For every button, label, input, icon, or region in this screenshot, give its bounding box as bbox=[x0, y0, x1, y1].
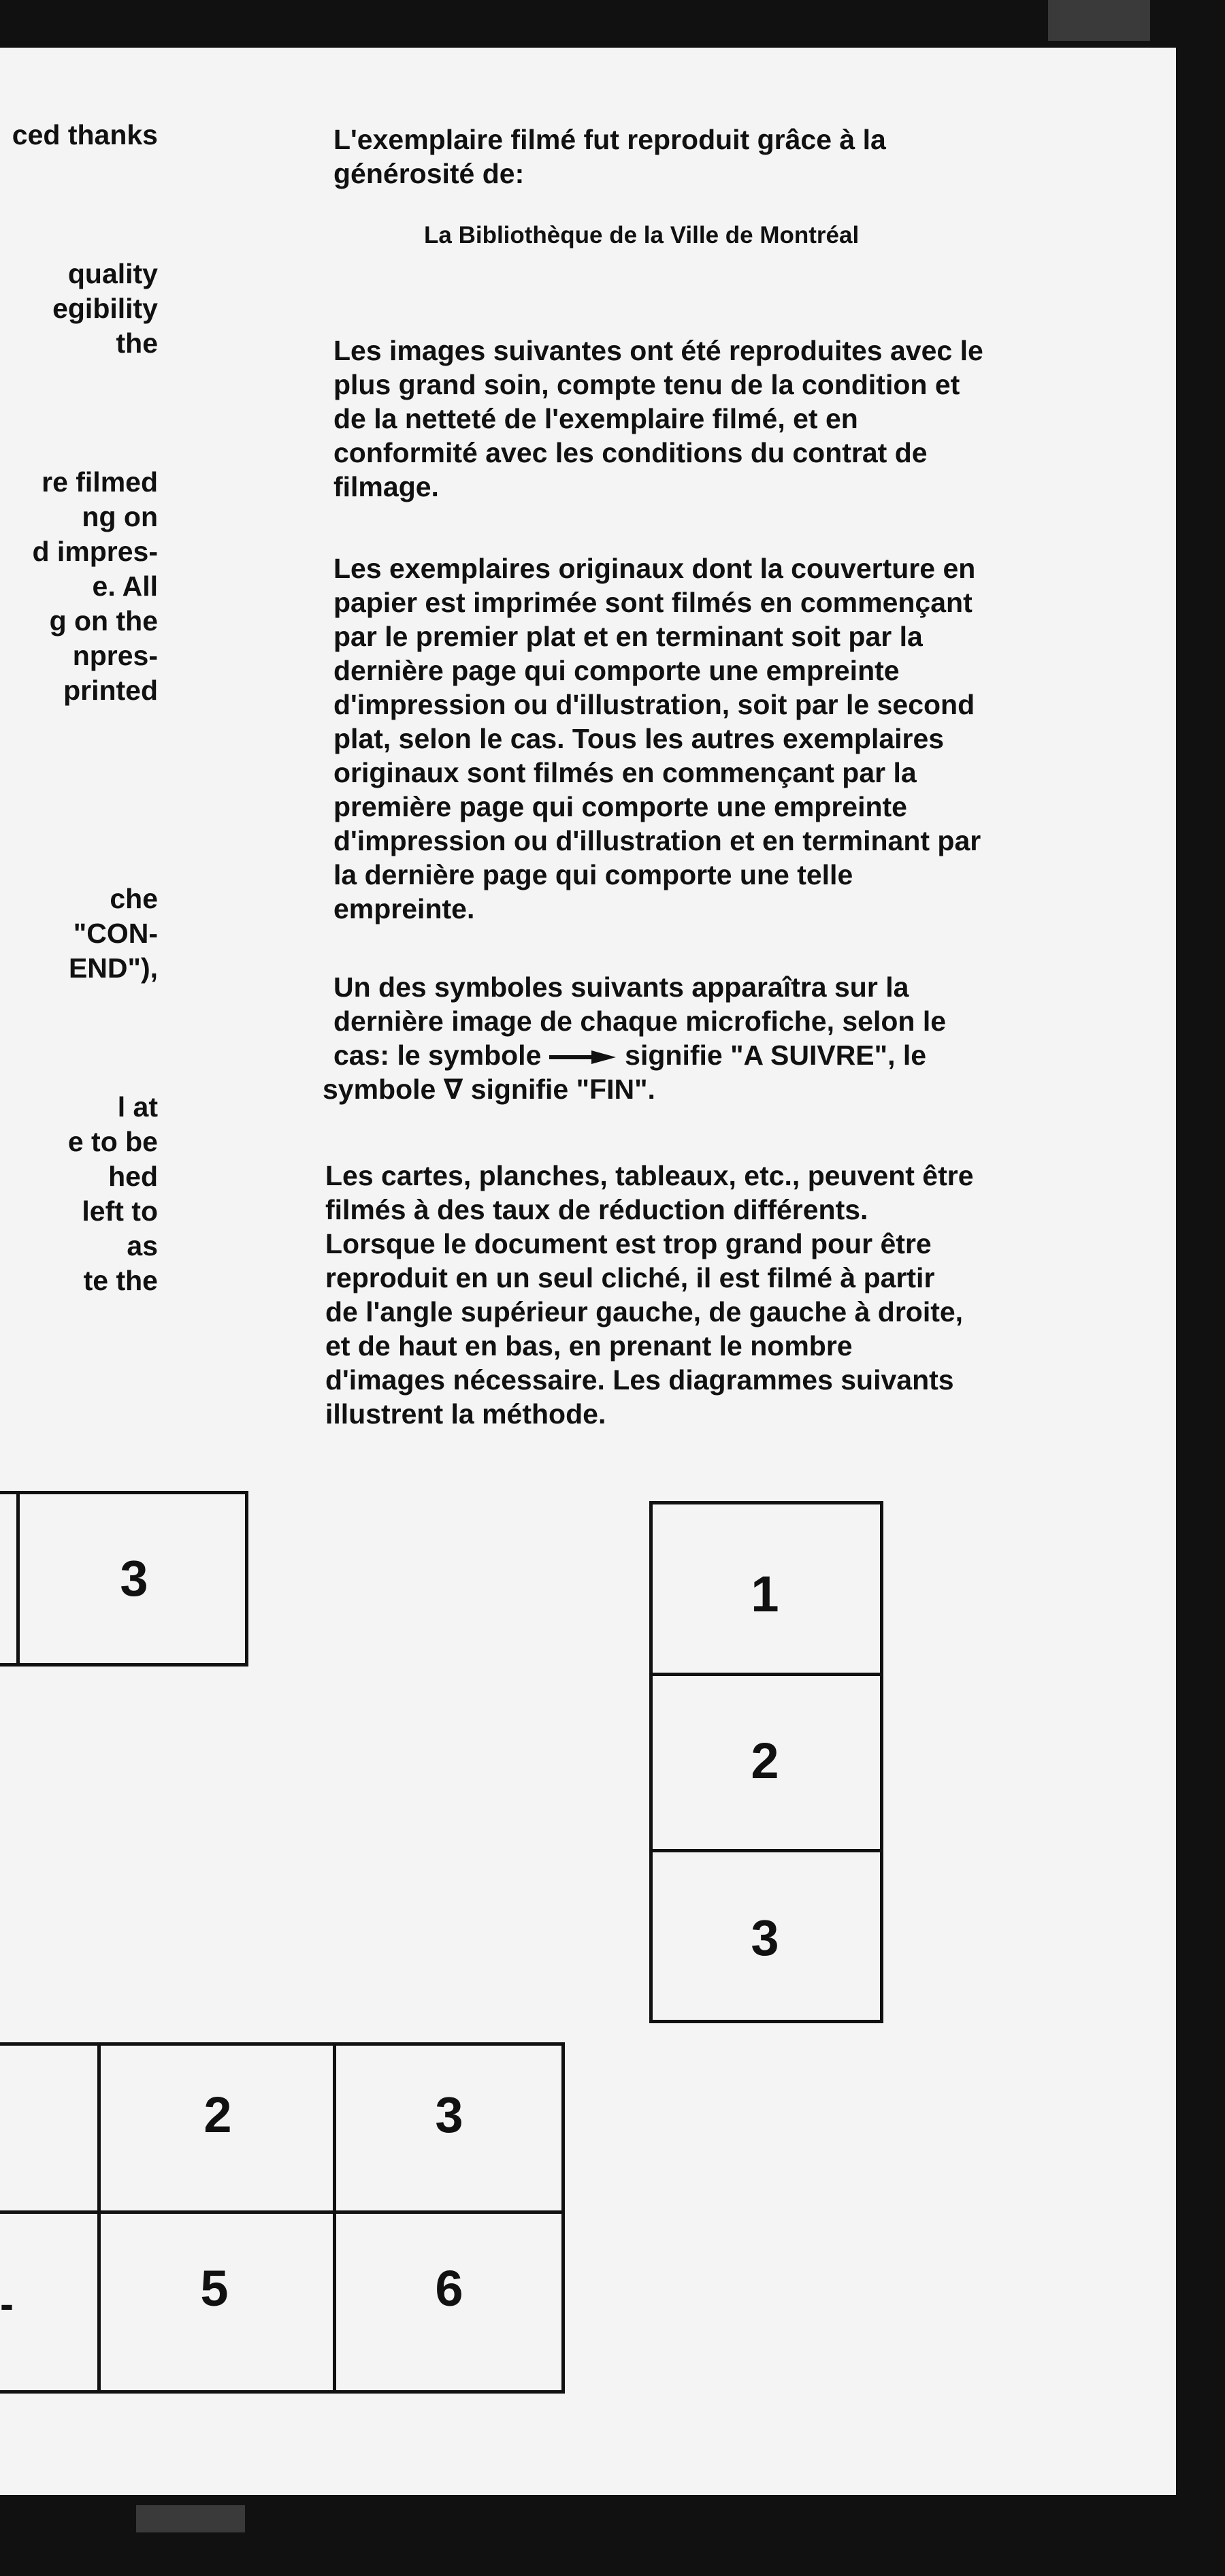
diagram-grid-divider-h bbox=[0, 2210, 565, 2214]
microfiche-target-page bbox=[0, 48, 1176, 2495]
left-fragment-line bbox=[0, 187, 158, 222]
paragraph-symbols-line-4: symbole ∇ signifie "FIN". bbox=[323, 1074, 655, 1105]
edge-scuff-top bbox=[1048, 0, 1150, 41]
diagram-column-number-2: 2 bbox=[751, 1733, 779, 1789]
left-fragment-line bbox=[0, 1055, 158, 1090]
diagram-column-divider-1 bbox=[649, 1673, 883, 1676]
left-fragment-line bbox=[0, 812, 158, 847]
diagram-column-number-1: 1 bbox=[751, 1566, 779, 1622]
paragraph-symbols-line-2: dernière image de chaque microfiche, selon le bbox=[333, 1005, 947, 1037]
paragraph-originals: Les exemplaires originaux dont la couverture en papier est imprimée sont filmés en commençant par le premier plat et en terminant soit par la dernière page qui comporte une empreinte d'impression ou d'illustration, soit par le second plat, selon le cas. Tous les autres exemplaires originaux sont filmés en commençant par la première page qui comporte une empreinte d'impression ou d'illustration et en terminant par la dernière page qui comporte une telle empreinte. bbox=[333, 553, 981, 924]
left-fragment-line: npres- bbox=[72, 640, 158, 671]
left-fragment-line: e. All bbox=[92, 570, 158, 602]
intro-line-1: L'exemplaire filmé fut reproduit grâce à la bbox=[333, 124, 886, 155]
left-fragment-line bbox=[0, 152, 158, 187]
left-fragment-line: egibility bbox=[52, 293, 158, 324]
left-fragment-line bbox=[0, 1020, 158, 1055]
left-fragment-line: che bbox=[110, 883, 158, 914]
diagram-row-divider bbox=[16, 1491, 20, 1667]
left-fragment-line: e to be bbox=[67, 1126, 158, 1157]
diagram-grid-number-6: 6 bbox=[435, 2260, 463, 2317]
left-fragment-line: the bbox=[116, 327, 158, 359]
diagram-grid-cropped-dash: - bbox=[0, 2281, 14, 2327]
left-fragment-line: END"), bbox=[68, 952, 158, 984]
diagram-grid-number-3: 3 bbox=[435, 2087, 463, 2143]
left-column-fragment bbox=[0, 118, 158, 1298]
library-name: La Bibliothèque de la Ville de Montréal bbox=[424, 222, 860, 248]
symbols-text-b: signifie "A SUIVRE", le bbox=[617, 1040, 927, 1071]
left-fragment-line: left to bbox=[82, 1195, 158, 1227]
left-fragment-line: d impres- bbox=[32, 536, 158, 567]
left-fragment-line: g on the bbox=[49, 605, 158, 637]
diagram-column-number-3: 3 bbox=[751, 1910, 779, 1966]
left-fragment-line: quality bbox=[67, 258, 158, 289]
left-fragment-line: re filmed bbox=[42, 466, 158, 498]
diagram-grid-number-2: 2 bbox=[203, 2087, 232, 2143]
left-fragment-line bbox=[0, 743, 158, 777]
left-fragment-line bbox=[0, 777, 158, 812]
left-fragment-line bbox=[0, 430, 158, 465]
diagram-column-divider-2 bbox=[649, 1849, 883, 1852]
left-fragment-line bbox=[0, 847, 158, 882]
left-fragment-line: ng on bbox=[82, 501, 158, 532]
edge-scuff-bottom bbox=[136, 2505, 245, 2532]
left-fragment-line bbox=[0, 986, 158, 1020]
left-fragment-line: as bbox=[127, 1230, 158, 1261]
left-fragment-line bbox=[0, 396, 158, 430]
paragraph-reproduction: Les images suivantes ont été reproduites avec le plus grand soin, compte tenu de la condition et de la netteté de l'exemplaire filmé, et en conformité avec les conditions du contrat de filmage. bbox=[333, 335, 983, 502]
left-fragment-line: hed bbox=[108, 1161, 158, 1192]
left-fragment-line: ced thanks bbox=[12, 119, 158, 150]
left-fragment-line: printed bbox=[63, 675, 158, 706]
left-fragment-line bbox=[0, 361, 158, 396]
left-fragment-line: l at bbox=[117, 1091, 158, 1123]
diagram-row-number: 3 bbox=[120, 1550, 148, 1607]
left-fragment-line: te the bbox=[83, 1265, 158, 1296]
diagram-grid-divider-v1 bbox=[97, 2042, 101, 2394]
paragraph-symbols-line-1: Un des symboles suivants apparaîtra sur la bbox=[333, 971, 909, 1003]
symbols-text-a: cas: le symbole bbox=[333, 1040, 549, 1071]
arrow-right-icon bbox=[549, 1049, 617, 1065]
paragraph-symbols-line-3 bbox=[333, 1038, 926, 1072]
left-fragment-line: "CON- bbox=[73, 918, 158, 949]
diagram-grid-number-5: 5 bbox=[200, 2260, 229, 2317]
left-fragment-line bbox=[0, 222, 158, 257]
paragraph-maps: Les cartes, planches, tableaux, etc., peuvent être filmés à des taux de réduction différents. Lorsque le document est trop grand pour être reproduit en un seul cliché, il est filmé à partir de l'angle supérieur gauche, de gauche à droite, et de haut en bas, en prenant le nombre d'images nécessaire. Les diagrammes suivants illustrent la méthode. bbox=[325, 1160, 974, 1430]
diagram-grid-divider-v2 bbox=[333, 2042, 336, 2394]
intro-line-2: générosité de: bbox=[333, 158, 525, 189]
left-fragment-line bbox=[0, 708, 158, 743]
